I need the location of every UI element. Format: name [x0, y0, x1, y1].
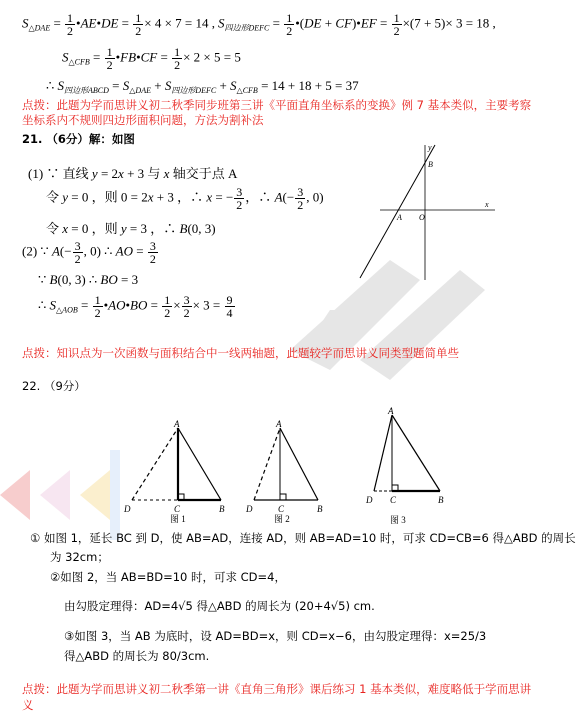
x-axis-label: x	[485, 200, 489, 209]
q21-header: 21. （6分）解：如图	[22, 132, 135, 146]
fig3-label-c: C	[390, 495, 397, 505]
fig2-caption: 图 2	[274, 514, 290, 524]
figure-2	[240, 418, 350, 526]
fig1-label-a: A	[174, 419, 180, 429]
q21-step-5: ∵ B(0, 3) ∴ BO = 3	[38, 272, 139, 287]
fig2-label-d: D	[246, 504, 253, 514]
area-defc-formula: $S_{四边形DEFC}$ = $\frac{1}{2}$ •(DE + CF)•EF = $\frac{1}{2}$ ×(7 + 5)× 3 = 18 ,	[218, 11, 496, 38]
q22-answer-3: ③如图 3，当 AB 为底时，设 AD=BD=x，则 CD=x−6，由勾股定理得：x=25/3	[64, 629, 487, 643]
origin-label: O	[419, 213, 425, 222]
figure-3	[362, 405, 462, 527]
q22-header: 22. （9分）	[22, 379, 86, 393]
q22-answer-1: ① 如图 1，延长 BC 到 D，使 AB=AD，连接 AD，则 AB=AD=10 时，可求 CD=CB=6 得△ABD 的周长	[30, 531, 576, 545]
note-1-line-2: 坐标系内不规则四边形面积问题，方法为割补法	[22, 113, 264, 127]
fig2-label-a: A	[276, 419, 282, 429]
fig1-label-b: B	[219, 504, 225, 514]
q21-step-1: (1) ∵ 直线 y = 2x + 3 与 x 轴交于点 A	[28, 166, 238, 181]
fig3-label-d: D	[366, 495, 373, 505]
q21-step-4: (2) ∵ A(− $\frac{3}{2}$ , 0) ∴ AO = $\frac{3}{2}$	[22, 239, 156, 266]
note-3-line-2: 义	[22, 698, 34, 712]
fig2-label-c: C	[278, 504, 285, 514]
q21-step-6: ∴ $S_{\triangle AOB}$ = $\frac{1}{2}$ •AO•BO = $\frac{1}{2}$ × $\frac{3}{2}$ × 3 = $\frac{9}{4}$	[38, 293, 233, 320]
point-a-label: A	[397, 213, 402, 222]
q22-answer-3-cont: 得△ABD 的周长为 80/3cm.	[64, 649, 210, 663]
q22-answer-2-cont: 由勾股定理得：AD=4√5 得△ABD 的周长为 (20+4√5) cm.	[64, 599, 375, 613]
note-2: 点拨：知识点为一次函数与面积结合中一线两轴题，此题较学而思讲义同类型题简单些	[22, 346, 459, 360]
q21-step-3: 令 x = 0 ，则 y = 3 ，∴ B(0, 3)	[46, 221, 216, 236]
fig1-label-c: C	[174, 504, 181, 514]
fig3-caption: 图 3	[390, 515, 406, 525]
line-y-2x-3	[360, 145, 435, 278]
note-3-line-1: 点拨：此题为学而思讲义初二秋季第一讲《直角三角形》课后练习 1 基本类似，难度略低于学而思讲	[22, 682, 532, 696]
fig3-label-a: A	[388, 406, 394, 416]
figure-1	[118, 418, 238, 526]
fig1-caption: 图 1	[170, 514, 186, 524]
area-abcd-total: ∴ $S_{四边形ABCD} = S_{\triangle DAE} + S_{四边形DEFC} + S_{\triangle CFB} = 14 + 18 + 5 = 37$	[46, 78, 359, 95]
q21-graph	[350, 140, 510, 290]
point-b-label: B	[428, 160, 433, 169]
fig3-label-b: B	[438, 495, 444, 505]
q22-answer-1-cont: 为 32cm；	[50, 550, 109, 564]
note-1-line-1: 点拨：此题为学而思讲义初二秋季同步班第三讲《平面直角坐标系的变换》例 7 基本类似，主要考察	[22, 98, 532, 112]
y-axis-label: y	[428, 143, 432, 152]
q21-step-2: 令 y = 0 ，则 0 = 2x + 3 ，∴ x = − $\frac{3}{2}$ ，∴ A(− $\frac{3}{2}$ , 0)	[46, 185, 324, 212]
q22-answer-2: ②如图 2，当 AB=BD=10 时，可求 CD=4，	[50, 570, 286, 584]
fig2-label-b: B	[317, 504, 323, 514]
fig1-label-d: D	[124, 504, 131, 514]
area-dae-formula: $S_{\triangle DAE}$ = $\frac{1}{2}$ •AE•DE = $\frac{1}{2}$ × 4 × 7 = 14 ,	[22, 11, 215, 38]
area-cfb-formula: $S_{\triangle CFB}$ = $\frac{1}{2}$ •FB•CF = $\frac{1}{2}$ × 2 × 5 = 5	[62, 45, 241, 72]
